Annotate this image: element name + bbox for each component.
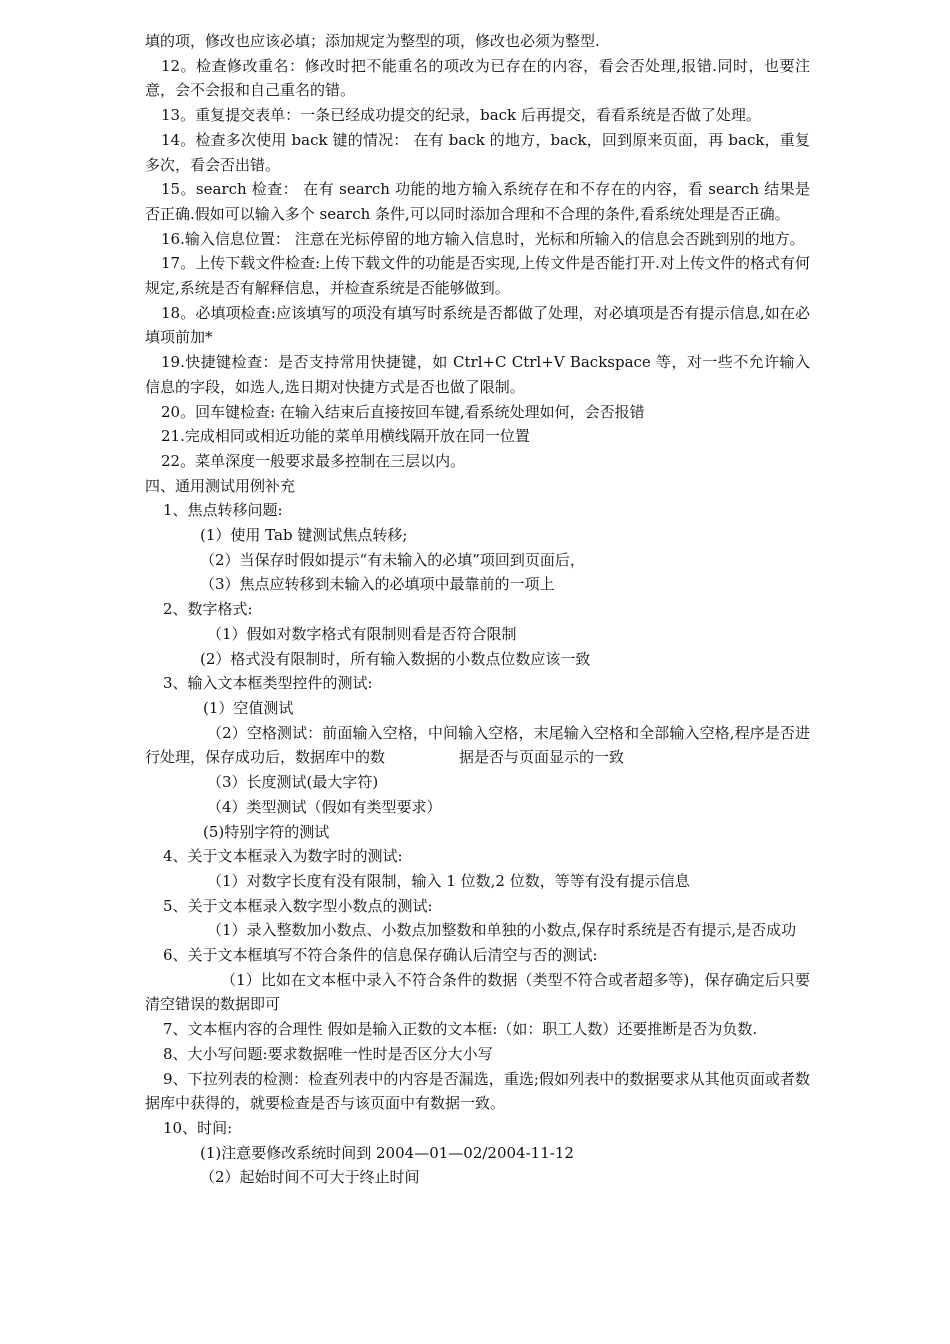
sub-item-text: （2）空格测试：前面输入空格，中间输入空格，末尾输入空格和全部输入空格,程序是否进行处理，保存成功后，数据库中的数 — [145, 723, 810, 767]
sub-item: （2）起始时间不可大于终止时间 — [200, 1168, 420, 1187]
checklist-item-20: 20。回车键检查: 在输入结束后直接按回车键,看系统处理如何，会否报错 — [161, 402, 645, 421]
sub-item: （4）类型测试（假如有类型要求） — [207, 797, 442, 816]
subsection-heading: 1、焦点转移问题: — [163, 501, 283, 520]
subsection-heading: 7、文本框内容的合理性 假如是输入正数的文本框:（如：职工人数）还要推断是否为负数. — [163, 1020, 758, 1039]
checklist-item-13: 13。重复提交表单：一条已经成功提交的纪录，back 后再提交，看看系统是否做了处理。 — [161, 106, 761, 125]
sub-item: （3）焦点应转移到未输入的必填项中最靠前的一项上 — [200, 575, 555, 594]
subsection-heading: 9、下拉列表的检测：检查列表中的内容是否漏选，重选;假如列表中的数据要求从其他页面或者数据库中获得的，就要检查是否与该页面中有数据一致。 — [145, 1069, 810, 1113]
text-line: 填的项，修改也应该必填；添加规定为整型的项，修改也必须为整型. — [145, 32, 600, 50]
checklist-item-16: 16.输入信息位置： 注意在光标停留的地方输入信息时，光标和所输入的信息会否跳到别的地方。 — [161, 229, 805, 248]
subsection-heading: 4、关于文本框录入为数字时的测试: — [163, 847, 403, 866]
checklist-item-12: 12。检查修改重名：修改时把不能重名的项改为已存在的内容，看会否处理,报错.同时，也要注意，会不会报和自己重名的错。 — [145, 56, 810, 100]
subsection-heading: 8、大小写问题:要求数据唯一性时是否区分大小写 — [163, 1044, 493, 1063]
subsection-heading: 10、时间: — [163, 1118, 233, 1137]
sub-item: (1）空值测试 — [203, 698, 294, 717]
subsection-heading: 6、关于文本框填写不符合条件的信息保存确认后清空与否的测试: — [163, 946, 598, 965]
document-body — [145, 29, 810, 1190]
sub-item: （1）对数字长度有没有限制，输入 1 位数,2 位数，等等有没有提示信息 — [207, 871, 690, 890]
sub-item: （1）录入整数加小数点、小数点加整数和单独的小数点,保存时系统是否有提示,是否成功 — [207, 921, 797, 940]
subsection-heading: 3、输入文本框类型控件的测试: — [163, 674, 373, 693]
sub-item: (2）格式没有限制时，所有输入数据的小数点位数应该一致 — [200, 649, 591, 668]
checklist-item-19: 19.快捷键检查：是否支持常用快捷键，如 Ctrl+C Ctrl+V Backspace 等，对一些不允许输入信息的字段，如选人,选日期对快捷方式是否也做了限制。 — [145, 353, 810, 396]
checklist-item-18: 18。必填项检查:应该填写的项没有填写时系统是否都做了处理，对必填项是否有提示信息,如在必填项前加* — [145, 303, 810, 347]
sub-item — [145, 721, 810, 770]
subsection-heading: 5、关于文本框录入数字型小数点的测试: — [163, 896, 433, 915]
sub-item-text: 据是否与页面显示的一致 — [459, 748, 625, 767]
sub-item: (1）使用 Tab 键测试焦点转移; — [200, 526, 408, 545]
sub-item: （1）比如在文本框中录入不符合条件的数据（类型不符合或者超多等)，保存确定后只要清空错误的数据即可 — [145, 970, 810, 1014]
checklist-item-15: 15。search 检查： 在有 search 功能的地方输入系统存在和不存在的内容，看 search 结果是否正确.假如可以输入多个 search 条件,可以同时添加合理和不合理的条件,看系统处理是否正确。 — [145, 180, 810, 223]
checklist-item-22: 22。菜单深度一般要求最多控制在三层以内。 — [161, 451, 466, 470]
sub-item: （3）长度测试(最大字符) — [207, 773, 379, 792]
checklist-item-21: 21.完成相同或相近功能的菜单用横线隔开放在同一位置 — [161, 427, 530, 446]
checklist-item-14: 14。检查多次使用 back 键的情况： 在有 back 的地方，back，回到原来页面，再 back，重复多次，看会否出错。 — [145, 130, 810, 174]
section-heading: 四、通用测试用例补充 — [145, 476, 296, 495]
sub-item: (5)特别字符的测试 — [203, 822, 330, 841]
sub-item: （1）假如对数字格式有限制则看是否符合限制 — [207, 624, 517, 643]
checklist-item-17: 17。上传下载文件检查:上传下载文件的功能是否实现,上传文件是否能打开.对上传文件的格式有何规定,系统是否有解释信息，并检查系统是否能够做到。 — [145, 254, 810, 298]
subsection-heading: 2、数字格式: — [163, 600, 253, 619]
sub-item: (1)注意要修改系统时间到 2004—01—02/2004-11-12 — [200, 1143, 574, 1162]
sub-item: （2）当保存时假如提示“有未输入的必填”项回到页面后， — [200, 550, 585, 569]
